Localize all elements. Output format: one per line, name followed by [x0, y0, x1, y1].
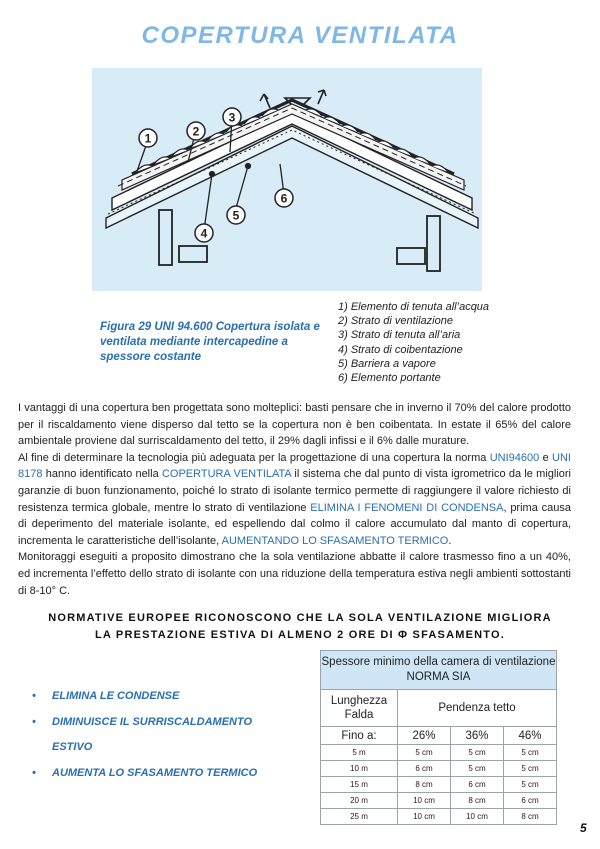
legend-item: 1) Elemento di tenuta all’acqua	[338, 301, 490, 313]
value-cell: 10 cm	[398, 793, 451, 809]
norm-uni94600: UNI94600	[489, 451, 540, 464]
legend-item: 6) Elemento portante	[338, 372, 441, 385]
body-paragraph	[18, 450, 571, 550]
figure-legend	[338, 300, 538, 385]
value-cell: 5 cm	[398, 745, 451, 761]
highlight-elimina-condensa: ELIMINA I FENOMENI DI CONDENSA	[310, 501, 504, 514]
callout-label: 4	[200, 226, 208, 241]
pendenza-header: 46%	[504, 727, 557, 745]
callout-label: 3	[228, 110, 236, 125]
headline-line: LA PRESTAZIONE ESTIVA DI ALMENO 2 ORE DI Φ SFASAMENTO.	[95, 629, 505, 641]
highlight-sfasamento: AUMENTANDO LO SFASAMENTO TERMICO	[221, 534, 449, 547]
callout-label: 6	[280, 191, 288, 206]
ventilation-table	[320, 650, 557, 825]
page-title: COPERTURA VENTILATA	[141, 22, 459, 49]
value-cell: 5 cm	[504, 761, 557, 777]
col-header-falda: Lunghezza Falda	[321, 690, 398, 727]
norm-uni8178: UNI 8178	[18, 451, 571, 481]
text-run: .	[448, 534, 452, 547]
page-number: 5	[580, 821, 587, 835]
table-title: Spessore minimo della camera di ventilazione NORMA SIA	[321, 651, 557, 690]
value-cell: 5 cm	[504, 745, 557, 761]
value-cell: 6 cm	[398, 761, 451, 777]
roof-layers	[106, 100, 478, 228]
benefit-text: AUMENTA LO SFASAMENTO TERMICO	[52, 766, 258, 779]
value-cell: 10 cm	[451, 809, 504, 825]
text-run: il sistema che dal punto di vista igrometrico da le migliori garanzie di buon funzionamento, poiché lo strato di isolante termico permette di raggiungere il valore richiesto di resistenza termica globale, mentre lo strato di ventilazione	[18, 468, 571, 514]
figure-caption: Figura 29 UNI 94.600 Copertura isolata e ventilata mediante intercapedine a spessore costante	[100, 321, 320, 363]
legend-item: 5) Barriera a vapore	[338, 357, 436, 370]
pendenza-header: 26%	[398, 727, 451, 745]
table-row	[321, 777, 557, 793]
value-cell: 5 cm	[451, 745, 504, 761]
table-row	[321, 761, 557, 777]
col-header-pendenza: Pendenza tetto	[398, 690, 557, 727]
benefit-text: ESTIVO	[52, 741, 93, 753]
callout-label: 5	[232, 208, 240, 223]
benefit-text: DIMINUISCE IL SURRISCALDAMENTO	[52, 715, 253, 728]
benefit-item	[32, 710, 302, 736]
fino-label: Fino a:	[321, 727, 398, 745]
table-row	[321, 793, 557, 809]
roof-section-drawing	[92, 68, 482, 291]
bullet-icon: •	[32, 766, 36, 779]
pendenza-header: 36%	[451, 727, 504, 745]
benefit-list	[32, 684, 302, 786]
body-paragraph: Monitoraggi eseguiti a proposito dimostrano che la sola ventilazione abbatte il calore trasmesso fino a un 40%, ed incrementa l’effetto dello strato di isolante con una riduzione della temperatura estiva negli ambienti sottostanti di 8-10° C.	[18, 551, 571, 597]
callout-label: 1	[144, 131, 152, 146]
text-run: e	[539, 451, 553, 464]
falda-cell: 15 m	[321, 777, 398, 793]
headline-line: NORMATIVE EUROPEE RICONOSCONO CHE LA SOLA VENTILAZIONE MIGLIORA	[48, 612, 552, 624]
highlight-copertura-ventilata: COPERTURA VENTILATA	[161, 468, 292, 481]
body-paragraph: I vantaggi di una copertura ben progettata sono molteplici: basti pensare che in inverno il 70% del calore prodotto per il riscaldamento viene disperso dal tetto se la copertura non è ben coibentata. In estate il 65% del calore ambientale proviene dal surriscaldamento del tetto, il 29% dagli infissi e il 6% dalle murature.	[18, 402, 571, 448]
falda-cell: 5 m	[321, 745, 398, 761]
value-cell: 8 cm	[398, 777, 451, 793]
headline	[40, 610, 560, 644]
bullet-icon: •	[32, 690, 36, 702]
falda-cell: 20 m	[321, 793, 398, 809]
value-cell: 8 cm	[451, 793, 504, 809]
body-text	[18, 400, 571, 599]
legend-item: 3) Strato di tenuta all’aria	[338, 329, 461, 342]
text-run: Al fine di determinare la tecnologia più adeguata per la progettazione di una copertura la norma	[18, 451, 490, 464]
callout-label: 2	[192, 124, 200, 139]
value-cell: 6 cm	[451, 777, 504, 793]
legend-item: 2) Strato di ventilazione	[338, 315, 453, 328]
table-row	[321, 809, 557, 825]
legend-item: 4) Strato di coibentazione	[338, 343, 463, 356]
text-run: , prima causa di deperimento del materiale isolante, ed espellendo dal colmo il calore accumulato dal manto di copertura, incrementa le caratteristiche dell’isolante,	[18, 501, 571, 547]
benefit-item	[32, 684, 302, 710]
benefit-item-continuation	[32, 735, 302, 761]
value-cell: 6 cm	[504, 793, 557, 809]
benefit-text: ELIMINA LE CONDENSE	[52, 690, 180, 702]
value-cell: 5 cm	[504, 777, 557, 793]
value-cell: 5 cm	[451, 761, 504, 777]
falda-cell: 25 m	[321, 809, 398, 825]
text-run: hanno identificato nella	[42, 468, 162, 481]
value-cell: 10 cm	[398, 809, 451, 825]
falda-cell: 10 m	[321, 761, 398, 777]
bullet-icon: •	[32, 715, 36, 728]
benefit-item	[32, 761, 302, 787]
value-cell: 8 cm	[504, 809, 557, 825]
table-row	[321, 745, 557, 761]
roof-section-figure	[92, 68, 482, 291]
